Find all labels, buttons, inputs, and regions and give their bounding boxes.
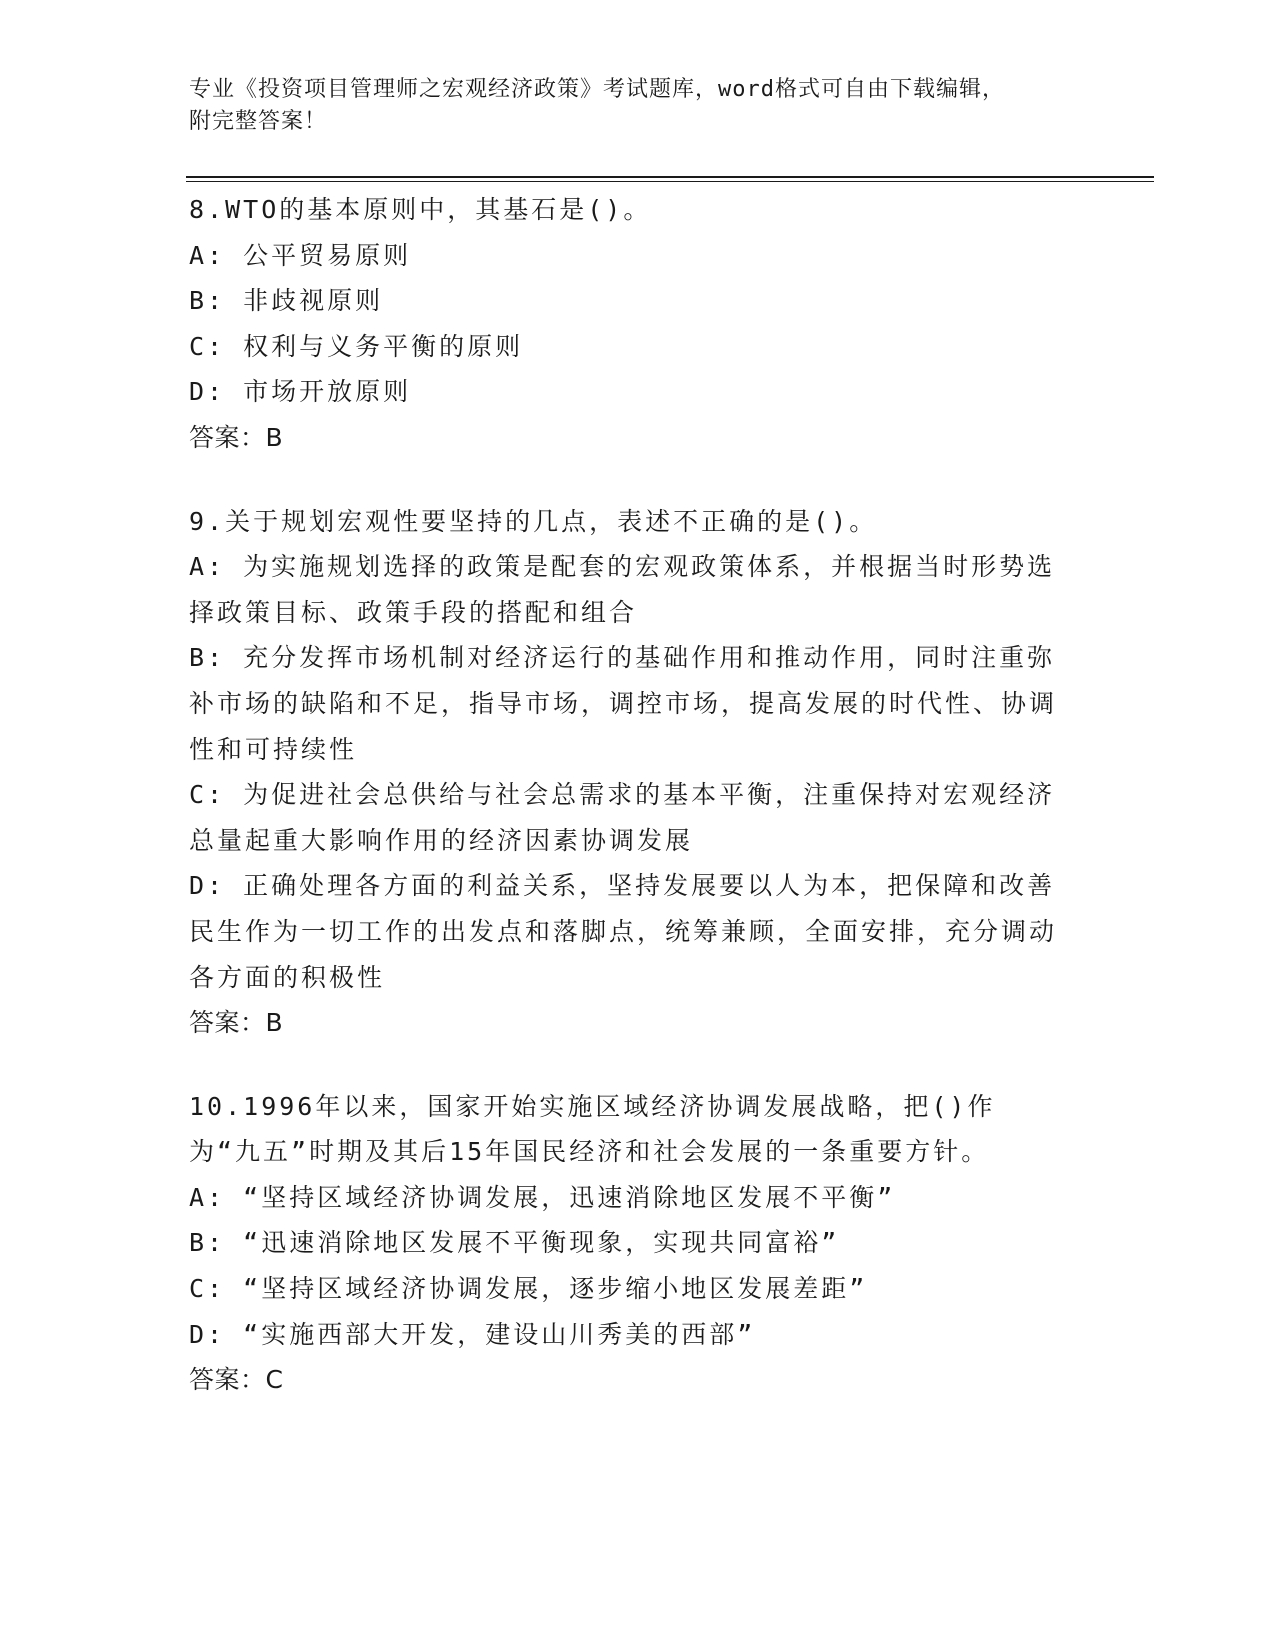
header-divider <box>186 181 1154 182</box>
option-a <box>189 544 1069 635</box>
option-letter: D: <box>189 871 226 901</box>
option-b <box>189 1220 1069 1266</box>
document-header <box>189 74 1069 138</box>
question-9 <box>189 499 1069 1046</box>
option-letter: A: <box>189 552 226 582</box>
answer-line: 答案：C <box>189 1365 284 1395</box>
option-letter: A: <box>189 1182 226 1212</box>
header-intro-line: 专业《投资项目管理师之宏观经济政策》考试题库，word格式可自由下载编辑， <box>189 77 1005 102</box>
header-divider <box>186 176 1154 178</box>
option-text: 非歧视原则 <box>243 286 384 316</box>
option-text: 为实施规划选择的政策是配套的宏观政策体系，并根据当时形势选择政策目标、政策手段的搭配和组合 <box>189 552 1056 627</box>
option-a <box>189 233 1069 279</box>
option-letter: C: <box>189 331 226 361</box>
option-b <box>189 278 1069 324</box>
option-letter: A: <box>189 240 226 270</box>
option-text: 权利与义务平衡的原则 <box>243 331 524 361</box>
option-c <box>189 772 1069 863</box>
question-stem: 10.1996年以来，国家开始实施区域经济协调发展战略，把()作为“九五”时期及其后15年国民经济和社会发展的一条重要方针。 <box>189 1091 996 1167</box>
option-text: “坚持区域经济协调发展，逐步缩小地区发展差距” <box>243 1274 868 1304</box>
question-8 <box>189 187 1069 461</box>
option-text: 为促进社会总供给与社会总需求的基本平衡，注重保持对宏观经济总量起重大影响作用的经济因素协调发展 <box>189 780 1056 855</box>
option-text: 正确处理各方面的利益关系，坚持发展要以人为本，把保障和改善民生作为一切工作的出发点和落脚点，统筹兼顾，全面安排，充分调动各方面的积极性 <box>189 871 1058 992</box>
option-letter: B: <box>189 1228 226 1258</box>
option-letter: C: <box>189 780 226 810</box>
question-list <box>189 187 1069 1441</box>
option-d <box>189 1312 1069 1358</box>
option-letter: B: <box>189 643 226 673</box>
option-text: “实施西部大开发，建设山川秀美的西部” <box>243 1319 756 1349</box>
answer-line: 答案：B <box>189 422 284 452</box>
option-letter: C: <box>189 1274 226 1304</box>
option-d <box>189 863 1069 1000</box>
option-c <box>189 324 1069 370</box>
option-text: 充分发挥市场机制对经济运行的基础作用和推动作用，同时注重弥补市场的缺陷和不足，指导市场，调控市场，提高发展的时代性、协调性和可持续性 <box>189 643 1058 764</box>
question-10 <box>189 1084 1069 1403</box>
answer-line: 答案：B <box>189 1008 284 1038</box>
option-text: 公平贸易原则 <box>243 240 412 270</box>
option-text: “迅速消除地区发展不平衡现象，实现共同富裕” <box>243 1228 840 1258</box>
header-intro-line: 附完整答案！ <box>189 109 328 134</box>
option-d <box>189 369 1069 415</box>
option-a <box>189 1175 1069 1221</box>
option-letter: D: <box>189 377 226 407</box>
option-letter: D: <box>189 1319 226 1349</box>
question-stem: 8.WTO的基本原则中，其基石是()。 <box>189 195 652 224</box>
option-text: “坚持区域经济协调发展，迅速消除地区发展不平衡” <box>243 1182 896 1212</box>
option-c <box>189 1266 1069 1312</box>
question-stem: 9.关于规划宏观性要坚持的几点，表述不正确的是()。 <box>189 506 878 536</box>
option-letter: B: <box>189 286 226 316</box>
option-text: 市场开放原则 <box>243 377 412 407</box>
option-b <box>189 635 1069 772</box>
